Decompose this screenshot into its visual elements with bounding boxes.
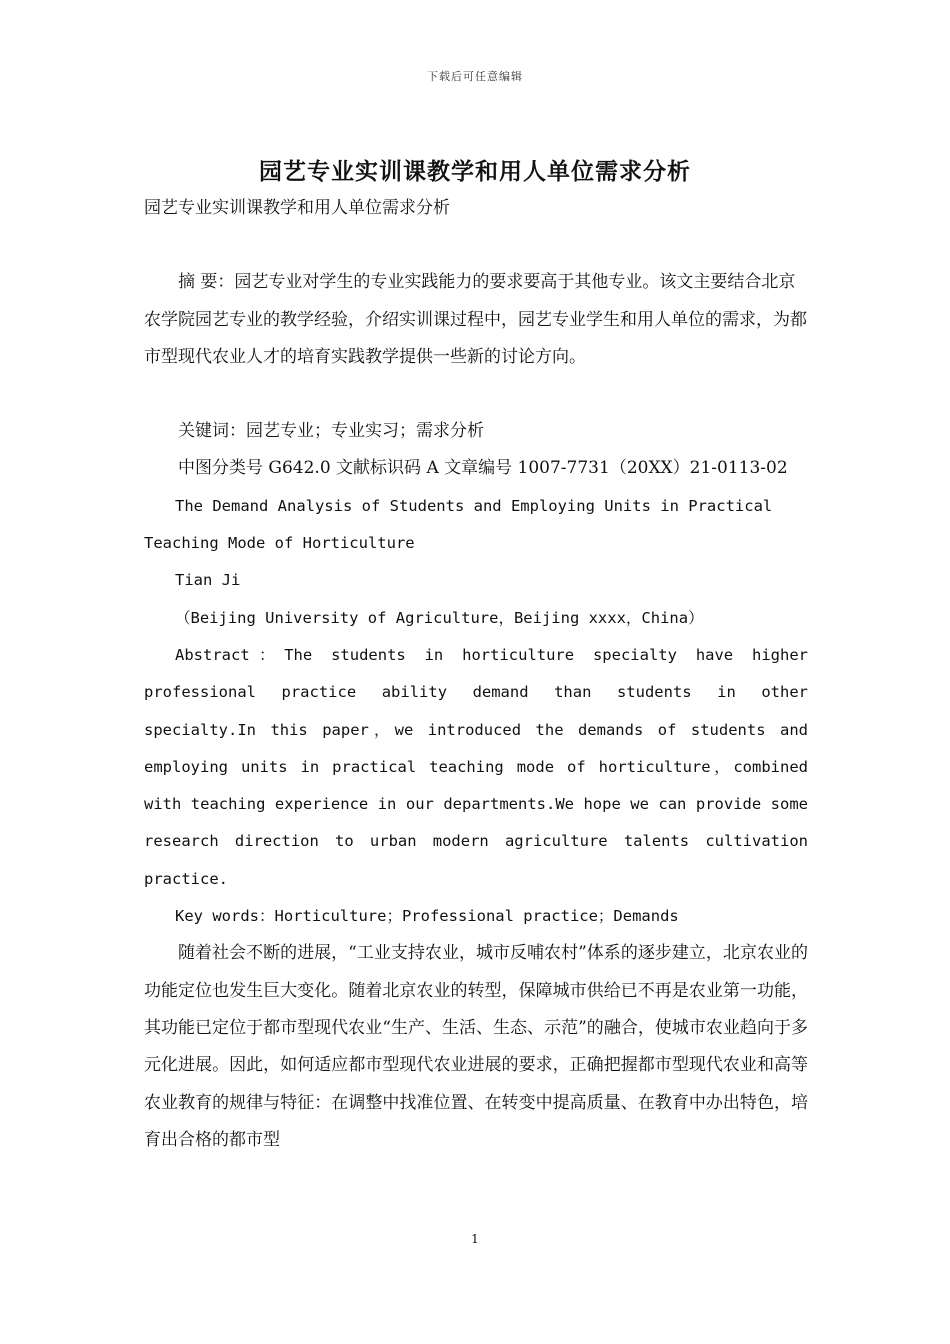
page-header-note: 下载后可任意编辑 <box>427 70 523 83</box>
document-body <box>144 190 818 1159</box>
body-paragraph: 随着社会不断的进展，“工业支持农业，城市反哺农村”体系的逐步建立，北京农业的功能定位也发生巨大变化。随着北京农业的转型，保障城市供给已不再是农业第一功能，其功能已定位于都市型现代农业“生产、生活、生态、示范”的融合，使城市农业趋向于多元化进展。因此，如何适应都市型现代农业进展的要求，正确把握都市型现代农业和高等农业教育的规律与特征：在调整中找准位置、在转变中提高质量、在教育中办出特色，培育出合格的都市型 <box>144 943 808 1150</box>
author-name: Tian Ji <box>175 571 241 590</box>
page-number: 1 <box>471 1232 479 1246</box>
english-abstract: Abstract：The students in horticulture specialty have higher professional practice ability demand than students in other specialty.In this paper，we introduced the demands of students and employing units in practical teaching mode of horticulture，combined with teaching experience in our departments.We hope we can provide some research direction to urban modern agriculture talents cultivation practice. <box>144 645 818 888</box>
english-title: The Demand Analysis of Students and Employing Units in Practical Teaching Mode of Horticulture <box>144 496 782 553</box>
document-title: 园艺专业实训课教学和用人单位需求分析 <box>259 158 691 185</box>
blank-line <box>144 227 808 264</box>
document-subtitle: 园艺专业实训课教学和用人单位需求分析 <box>144 198 450 218</box>
author-affiliation: （Beijing University of Agriculture，Beijing xxxx，China） <box>175 608 704 627</box>
english-keywords: Key words：Horticulture；Professional practice；Demands <box>175 907 679 926</box>
classification-info: 中图分类号 G642.0 文献标识码 A 文章编号 1007-7731（20XX）21-0113-02 <box>178 458 788 479</box>
chinese-abstract: 摘 要：园艺专业对学生的专业实践能力的要求要高于其他专业。该文主要结合北京农学院园艺专业的教学经验，介绍实训课过程中，园艺专业学生和用人单位的需求，为都市型现代农业人才的培育实践教学提供一些新的讨论方向。 <box>144 272 807 367</box>
blank-line <box>144 376 808 413</box>
chinese-keywords: 关键词：园艺专业；专业实习；需求分析 <box>178 421 484 442</box>
